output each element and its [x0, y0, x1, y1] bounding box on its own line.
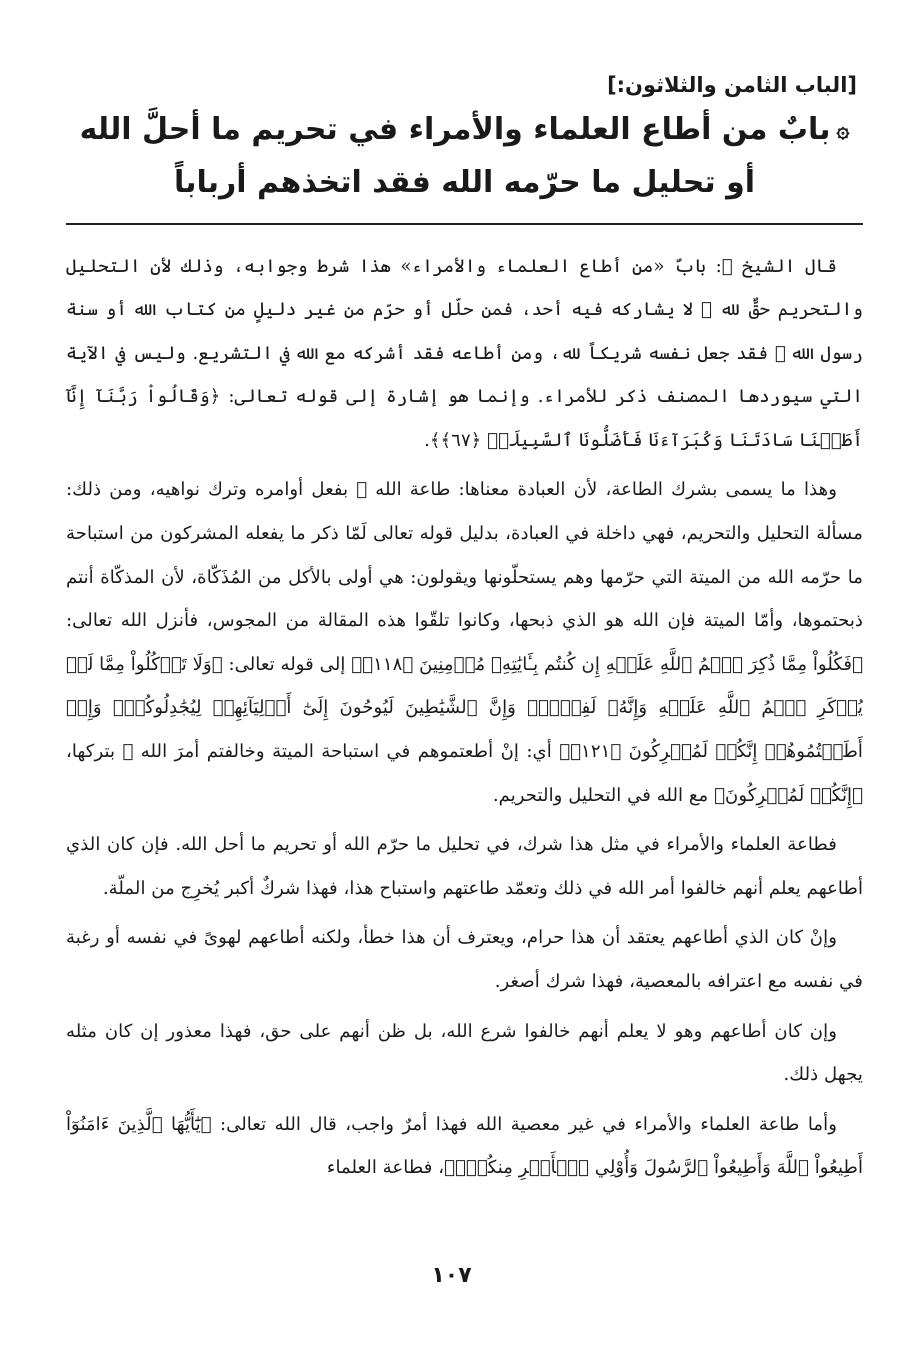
- title-line-2: أو تحليل ما حرّمه الله فقد اتخذهم أرباباً: [173, 164, 756, 200]
- chapter-label: [الباب الثامن والثلاثون:]: [607, 73, 857, 97]
- paragraph-3: فطاعة العلماء والأمراء في مثل هذا شرك، في تحليل ما حرّم الله أو تحريم ما أحل الله. فإن كان الذي أطاعهم يعلم أنهم خالفوا أمر الله في ذلك وتعمّد طاعتهم واستباح هذا، فهذا شركٌ أكبر يُخرِج من الملّة.: [66, 834, 863, 899]
- paragraph-4: وإنْ كان الذي أطاعهم يعتقد أن هذا حرام، ويعترف أن هذا خطأ، ولكنه أطاعهم لهوىً في نفسه أو رغبة في نفسه مع اعترافه بالمعصية، فهذا شرك أصغر.: [66, 927, 863, 992]
- paragraph-2: وهذا ما يسمى بشرك الطاعة، لأن العبادة معناها: طاعة الله ﷻ بفعل أوامره وترك نواهيه، ومن ذلك: مسألة التحليل والتحريم، فهي داخلة في العبادة، بدليل قوله تعالى لَمّا ذكر ما يفعله المشركون من استباحة ما حرّمه الله من الميتة التي حرّمها وهم يستحلّونها ويقولون: هي أولى بالأكل من المُذَكّاة، لأن المذكّاة أنتم ذبحتموها، وأمّا الميتة فإن الله هو الذي ذبحها، وكانوا تلقّوا هذه المقالة من المجوس، فأنزل الله تعالى: ﴿فَكُلُواْ مِمَّا ذُكِرَ ٱسۡمُ ٱللَّهِ عَلَيۡهِ إِن كُنتُم بِـَٔايَٰتِهِۦ مُؤۡمِنِينَ ﴿١١٨﴾﴾ إلى قوله تعالى: ﴿وَلَا تَأۡكُلُواْ مِمَّا لَمۡ يُذۡكَرِ ٱسۡمُ ٱللَّهِ عَلَيۡهِ وَإِنَّهُۥ لَفِسۡقٞۗ وَإِنَّ ٱلشَّيَٰطِينَ لَيُوحُونَ إِلَىٰٓ أَوۡلِيَآئِهِمۡ لِيُجَٰدِلُوكُمۡۖ وَإِنۡ أَطَعۡتُمُوهُمۡ إِنَّكُمۡ لَمُشۡرِكُونَ ﴿١٢١﴾﴾ أي: إنْ أطعتموهم في استباحة الميتة وخالفتم أمرَ الله ﷻ بتركها، ﴿إِنَّكُمۡ لَمُشۡرِكُونَ﴾ مع الله في التحليل والتحريم.: [66, 479, 863, 806]
- flower-ornament-icon: ۞: [836, 117, 850, 143]
- body-text: [66, 245, 863, 1190]
- page-number: ١٠٧: [431, 1263, 472, 1288]
- title-line-1-text: بابٌ من أطاع العلماء والأمراء في تحريم ما أحلَّ الله: [79, 112, 831, 147]
- title-line-1: [66, 104, 863, 157]
- title-divider: [66, 223, 863, 225]
- paragraph-5: وإن كان أطاعهم وهو لا يعلم أنهم خالفوا شرع الله، بل ظن أنهم على حق، فهذا معذور إن كان مثله يجهل ذلك.: [66, 1020, 863, 1086]
- book-page: [66, 70, 863, 1367]
- chapter-title: [66, 104, 863, 209]
- paragraph-1: قال الشيخ ﷀ: بابٌ «من أطاع العلماء والأمراء» هذا شرط وجوابه، وذلك لأن التحليل والتحريم حقٌّ لله ﷻ لا يشاركه فيه أحد، فمن حلّل أو حرّم من غير دليلٍ من كتاب الله أو سنة رسول الله ﷺ فقد جعل نفسه شريكاً لله، ومن أطاعه فقد أشركه مع الله في التشريع. وليس في الآية التي سيوردها المصنف ذكر للأمراء. وإنما هو إشارة إلى قوله تعالى: ﴿وَقَالُواْ رَبَّنَآ إِنَّآ أَطَعۡنَا سَادَتَنَا وَكُبَرَآءَنَا فَأَضَلُّونَا ٱلسَّبِيلَا۠ ﴿٦٧﴾﴾.: [66, 255, 863, 451]
- paragraph-6: وأما طاعة العلماء والأمراء في غير معصية الله فهذا أمرٌ واجب، قال الله تعالى: ﴿يَٰٓأَيُّهَا ٱلَّذِينَ ءَامَنُوٓاْ أَطِيعُواْ ٱللَّهَ وَأَطِيعُواْ ٱلرَّسُولَ وَأُوْلِي ٱلۡأَمۡرِ مِنكُمۡۖ﴾، فطاعة العلماء: [66, 1113, 863, 1179]
